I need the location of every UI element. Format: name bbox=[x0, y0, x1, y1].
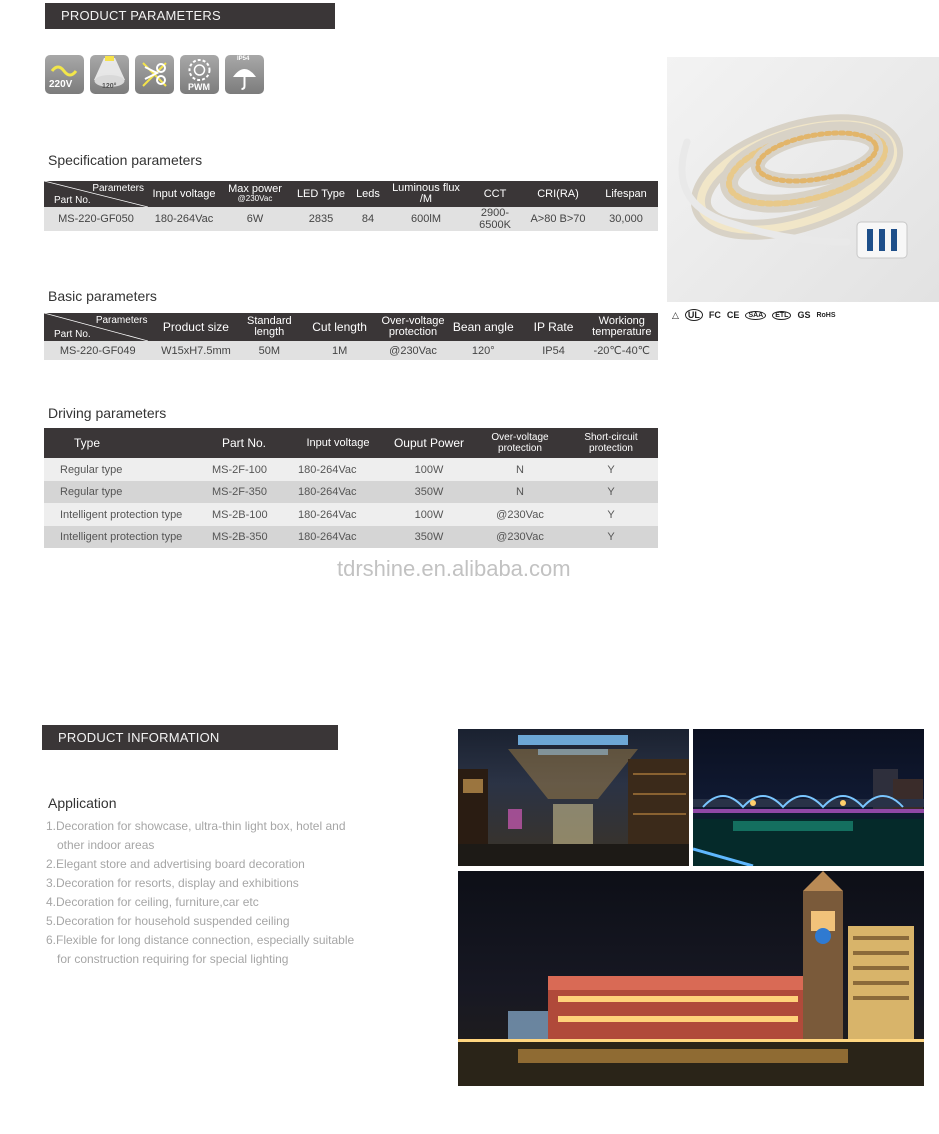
table-row: Intelligent protection type MS-2B-350 180-264Vac 350W @230Vac Y bbox=[44, 526, 658, 548]
fcc-icon: FC bbox=[708, 310, 721, 320]
application-title: Application bbox=[48, 795, 117, 811]
header-cct: CCT bbox=[468, 181, 522, 207]
feature-icons bbox=[45, 55, 264, 94]
product-parameters-title: PRODUCT PARAMETERS bbox=[61, 8, 221, 23]
header-short-circuit: Short-circuit protection bbox=[564, 428, 658, 458]
header-lifespan: Lifespan bbox=[594, 181, 658, 207]
header-cri: CRI(RA) bbox=[522, 181, 594, 207]
list-item: 5.Decoration for household suspended ceiling bbox=[46, 914, 290, 928]
parameters-part-no-header: Parameters Part No. bbox=[44, 181, 148, 207]
ccc-icon: △ bbox=[672, 309, 679, 320]
list-item: 2.Elegant store and advertising board decoration bbox=[46, 857, 305, 871]
header-cut-length: Cut length bbox=[298, 313, 381, 341]
pwm-icon: PWM bbox=[180, 55, 219, 94]
header-leds: Leds bbox=[352, 181, 384, 207]
watermark: tdrshine.en.alibaba.com bbox=[337, 556, 571, 581]
header-input-voltage: Input voltage bbox=[294, 428, 382, 458]
header-standard-length: Standard length bbox=[240, 313, 298, 341]
header-over-voltage: Over-voltage protection bbox=[381, 313, 445, 341]
cuttable-icon bbox=[135, 55, 174, 94]
header-type: Type bbox=[44, 428, 194, 458]
header-max-power: Max power @230Vac bbox=[220, 181, 290, 207]
waterproof-icon: IP54 bbox=[225, 55, 264, 94]
rohs-icon: RoHS bbox=[816, 311, 836, 319]
saa-icon: SAA bbox=[745, 311, 766, 320]
gs-icon: GS bbox=[797, 310, 811, 320]
driving-table bbox=[44, 428, 658, 548]
product-information-title: PRODUCT INFORMATION bbox=[58, 730, 220, 745]
list-item: 1.Decoration for showcase, ultra-thin light box, hotel and other indoor areas bbox=[46, 819, 346, 852]
voltage-icon: 220V bbox=[45, 55, 84, 94]
header-input-voltage: Input voltage bbox=[148, 181, 220, 207]
basic-table bbox=[44, 313, 658, 360]
city-waterfront-photo bbox=[458, 871, 924, 1086]
list-item: 6.Flexible for long distance connection, especially suitable for construction requiring for special lighting bbox=[46, 933, 355, 966]
header-luminous-flux: Luminous flux /M bbox=[384, 181, 468, 207]
led-strip-photo bbox=[667, 57, 939, 302]
application-list bbox=[46, 817, 406, 969]
specification-table bbox=[44, 181, 658, 231]
product-parameters-bar bbox=[45, 3, 335, 29]
header-output-power: Ouput Power bbox=[382, 428, 476, 458]
table-row: Regular type MS-2F-100 180-264Vac 100W N Y bbox=[44, 458, 658, 481]
header-bean-angle: Bean angle bbox=[445, 313, 521, 341]
table-row: MS-220-GF049 W15xH7.5mm 50M 1M @230Vac 120° IP54 -20℃-40℃ bbox=[44, 341, 658, 360]
beam-angle-icon: 120° bbox=[90, 55, 129, 94]
header-product-size: Product size bbox=[152, 313, 241, 341]
table-row: Intelligent protection type MS-2B-100 180-264Vac 100W @230Vac Y bbox=[44, 503, 658, 526]
list-item: 3.Decoration for resorts, display and exhibitions bbox=[46, 876, 299, 890]
header-part-no: Part No. bbox=[194, 428, 294, 458]
header-ip-rate: IP Rate bbox=[522, 313, 586, 341]
list-item: 4.Decoration for ceiling, furniture,car etc bbox=[46, 895, 259, 909]
ul-icon: UL bbox=[685, 309, 703, 321]
certification-logos bbox=[672, 309, 836, 321]
ce-icon: CE bbox=[726, 310, 740, 320]
table-row: Regular type MS-2F-350 180-264Vac 350W N Y bbox=[44, 481, 658, 503]
product-information-bar bbox=[42, 725, 338, 750]
table-row: MS-220-GF050 180-264Vac 6W 2835 84 600lM 2900-6500K A>80 B>70 30,000 bbox=[44, 207, 658, 231]
specification-title: Specification parameters bbox=[48, 152, 203, 168]
basic-title: Basic parameters bbox=[48, 288, 157, 304]
interior-ceiling-photo bbox=[458, 729, 689, 866]
bridge-night-photo bbox=[693, 729, 924, 866]
etl-icon: ETL bbox=[772, 311, 791, 320]
header-over-voltage: Over-voltage protection bbox=[476, 428, 564, 458]
driving-title: Driving parameters bbox=[48, 405, 167, 421]
header-led-type: LED Type bbox=[290, 181, 352, 207]
header-working-temperature: Workiong temperature bbox=[586, 313, 658, 341]
parameters-part-no-header: Parameters Part No. bbox=[44, 313, 152, 341]
